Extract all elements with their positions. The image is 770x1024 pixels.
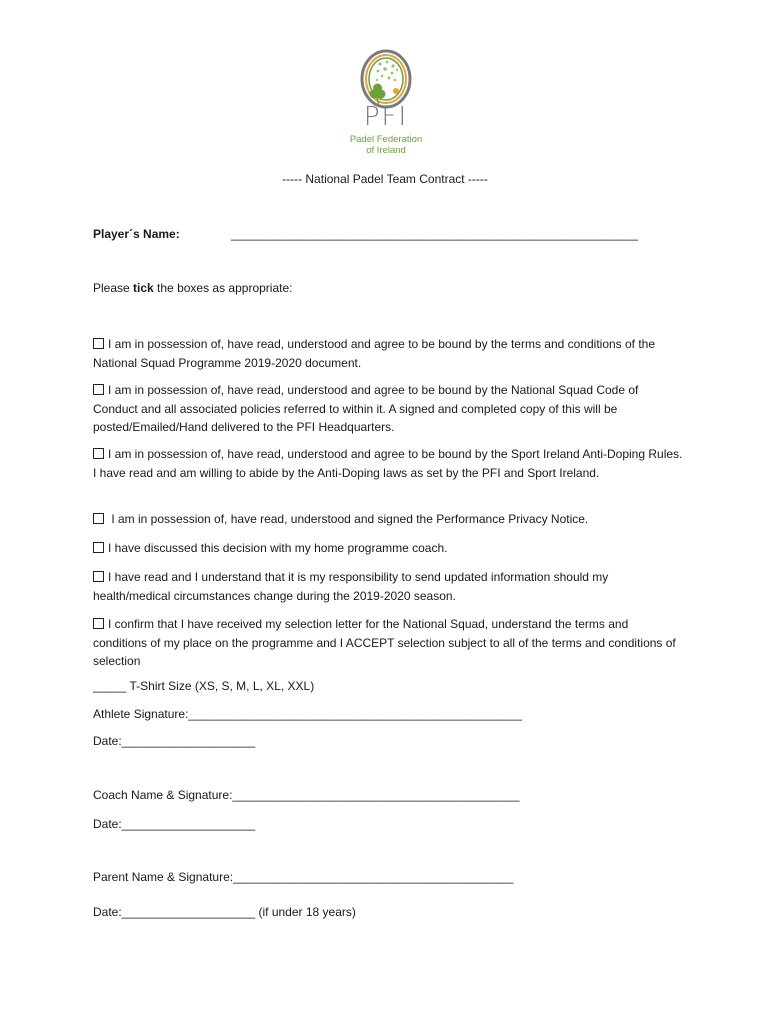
checklist-item-text: I have read and I understand that it is my responsibility to send updated information should my health/medical circumstances change during the 2019-2020 season.: [93, 570, 609, 603]
coach-date-field[interactable]: Date:____________________: [93, 817, 256, 831]
checkbox[interactable]: [93, 513, 104, 524]
checkbox[interactable]: [93, 571, 104, 582]
checklist-item-text: I am in possession of, have read, understood and agree to be bound by the terms and conditions of the National Squad Programme 2019-2020 document.: [93, 337, 656, 370]
checklist-item-text: I am in possession of, have read, understood and agree to be bound by the Sport Ireland Anti-Doping Rules. I have read and am willing to abide by the Anti-Doping laws as set by the PFI and Sport Ireland.: [93, 447, 683, 480]
checkbox[interactable]: [93, 384, 104, 395]
parent-signature-field[interactable]: Parent Name & Signature:__________________________________________: [93, 870, 514, 884]
instruction-suffix: the boxes as appropriate:: [153, 281, 293, 295]
checklist-item: [93, 615, 683, 671]
athlete-date-field[interactable]: Date:____________________: [93, 734, 256, 748]
checkbox[interactable]: [93, 542, 104, 553]
document-title: ----- National Padel Team Contract -----: [282, 172, 488, 186]
athlete-signature-field[interactable]: Athlete Signature:__________________________________________________: [93, 707, 523, 721]
checklist-item: [93, 445, 683, 482]
checkbox[interactable]: [93, 448, 104, 459]
instruction-text: [93, 281, 292, 295]
player-name-field[interactable]: _____________________________________________________________: [231, 227, 639, 241]
checklist-item: [93, 510, 683, 529]
player-name-label: Player´s Name:: [93, 227, 180, 241]
checkbox[interactable]: [93, 618, 104, 629]
checklist-item-text: I am in possession of, have read, understood and signed the Performance Privacy Notice.: [108, 512, 589, 526]
checklist-item: [93, 539, 683, 558]
logo-subtitle-line2: of Ireland: [366, 145, 406, 156]
tshirt-size-field[interactable]: _____ T-Shirt Size (XS, S, M, L, XL, XXL): [93, 679, 315, 693]
checklist-item-text: I have discussed this decision with my home programme coach.: [108, 541, 448, 555]
checklist-item-text: I confirm that I have received my selection letter for the National Squad, understand the terms and conditions of my place on the programme and I ACCEPT selection subject to all of the terms and conditions of selection: [93, 617, 676, 668]
logo-letters: PFI: [363, 102, 409, 132]
coach-signature-field[interactable]: Coach Name & Signature:___________________________________________: [93, 788, 520, 802]
logo-subtitle-line1: Padel Federation: [349, 134, 423, 145]
checkbox[interactable]: [93, 338, 104, 349]
checklist-item-text: I am in possession of, have read, understood and agree to be bound by the National Squad Code of Conduct and all associated policies referred to within it. A signed and completed copy of this will be posted/Emailed/Hand delivered to the PFI Headquarters.: [93, 383, 639, 434]
instruction-prefix: Please: [93, 281, 134, 295]
checklist-item: [93, 568, 683, 605]
parent-date-field[interactable]: Date:____________________ (if under 18 years): [93, 905, 356, 919]
instruction-bold: tick: [133, 281, 154, 295]
checklist-item: [93, 335, 683, 372]
checklist-item: [93, 381, 683, 437]
